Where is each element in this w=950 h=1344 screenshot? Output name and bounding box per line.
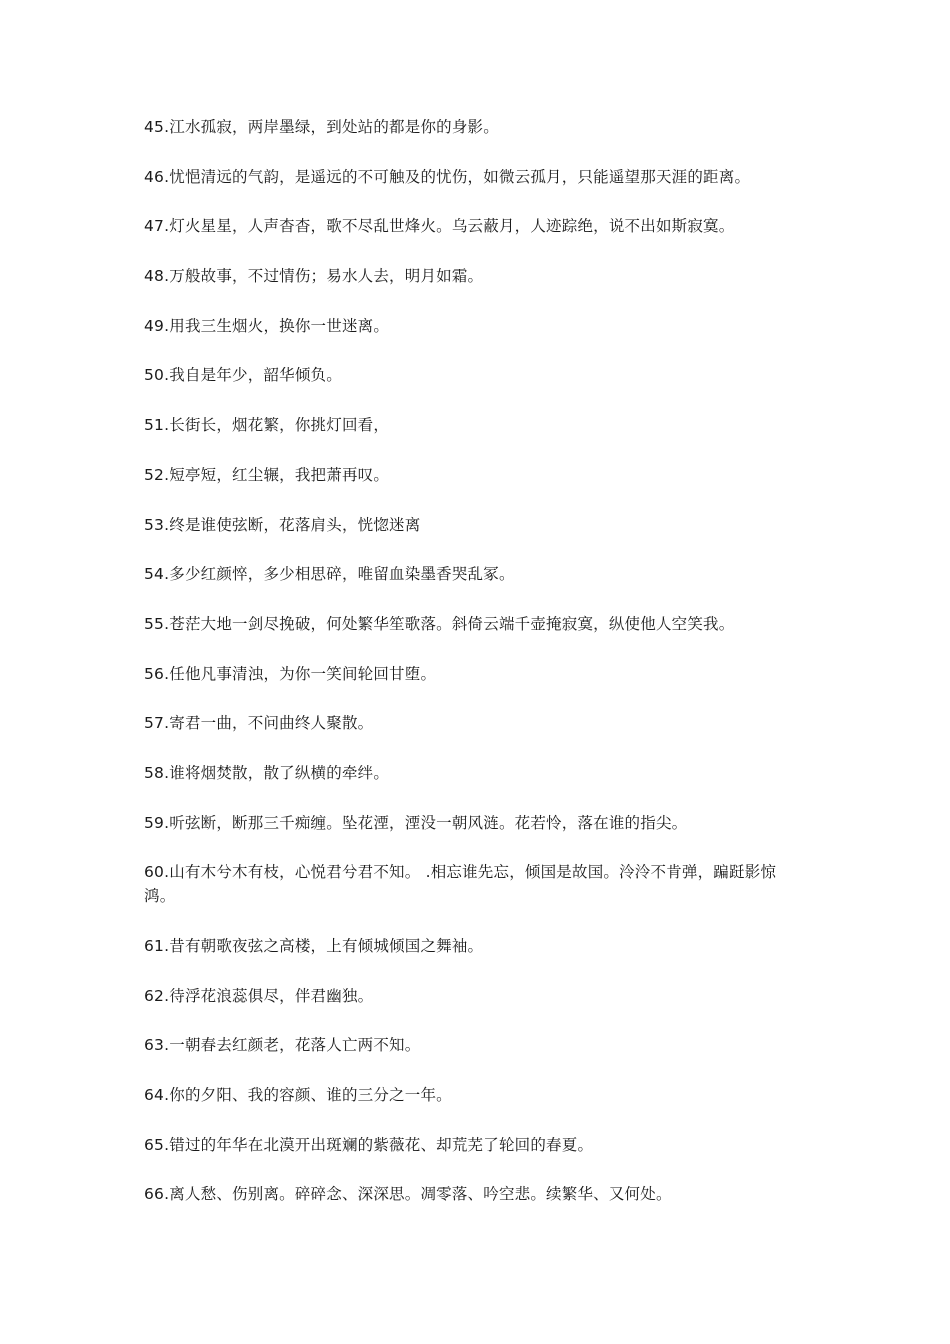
list-item: 61.昔有朝歌夜弦之高楼，上有倾城倾国之舞袖。: [144, 937, 484, 955]
list-item: 48.万般故事，不过情伤；易水人去，明月如霜。: [144, 267, 484, 286]
list-item: 65.错过的年华在北漠开出斑斓的紫薇花、却荒芜了轮回的春夏。: [144, 1135, 594, 1154]
list-item: 66.离人愁、伤别离。碎碎念、深深思。凋零落、吟空悲。续繁华、又何处。: [144, 1185, 672, 1204]
list-item: 54.多少红颜悴，多少相思碎，唯留血染墨香哭乱冢。: [144, 565, 515, 584]
list-item: 58.谁将烟焚散，散了纵横的牵绊。: [144, 763, 390, 782]
list-item: 49.用我三生烟火，换你一世迷离。: [144, 316, 390, 335]
list-item: 55.苍茫大地一剑尽挽破，何处繁华笙歌落。斜倚云端千壶掩寂寞，纵使他人空笑我。: [144, 614, 735, 633]
list-item: 59.听弦断，断那三千痴缠。坠花湮，湮没一朝风涟。花若怜，落在谁的指尖。: [144, 813, 688, 832]
list-item: 57.寄君一曲，不问曲终人聚散。: [144, 714, 374, 733]
list-item: 56.任他凡事清浊，为你一笑间轮回甘堕。: [144, 664, 437, 683]
list-item: 47.灯火星星，人声杳杳，歌不尽乱世烽火。乌云蔽月，人迹踪绝，说不出如斯寂寞。: [144, 217, 735, 236]
list-item: 63.一朝春去红颜老，花落人亡两不知。: [144, 1036, 421, 1055]
list-item: 62.待浮花浪蕊俱尽，伴君幽独。: [144, 986, 374, 1005]
list-item: 60.山有木兮木有枝，心悦君兮君不知。 .相忘谁先忘，倾国是故国。泠泠不肯弹，蹁跹影惊鸿。: [144, 863, 777, 906]
list-item: 46.忧悒清远的气韵，是遥远的不可触及的忧伤，如微云孤月，只能遥望那天涯的距离。: [144, 167, 751, 186]
list-item: 50.我自是年少，韶华倾负。: [144, 366, 342, 385]
list-item: 52.短亭短，红尘辗，我把萧再叹。: [144, 465, 390, 484]
list-item: 45.江水孤寂，两岸墨绿，到处站的都是你的身影。: [144, 118, 499, 136]
list-item: 53.终是谁使弦断，花落肩头，恍惚迷离: [144, 515, 421, 534]
list-item: 64.你的夕阳、我的容颜、谁的三分之一年。: [144, 1086, 452, 1105]
list-item: 51.长街长，烟花繁，你挑灯回看，: [144, 416, 390, 435]
poem-lines-list: [144, 115, 804, 1232]
